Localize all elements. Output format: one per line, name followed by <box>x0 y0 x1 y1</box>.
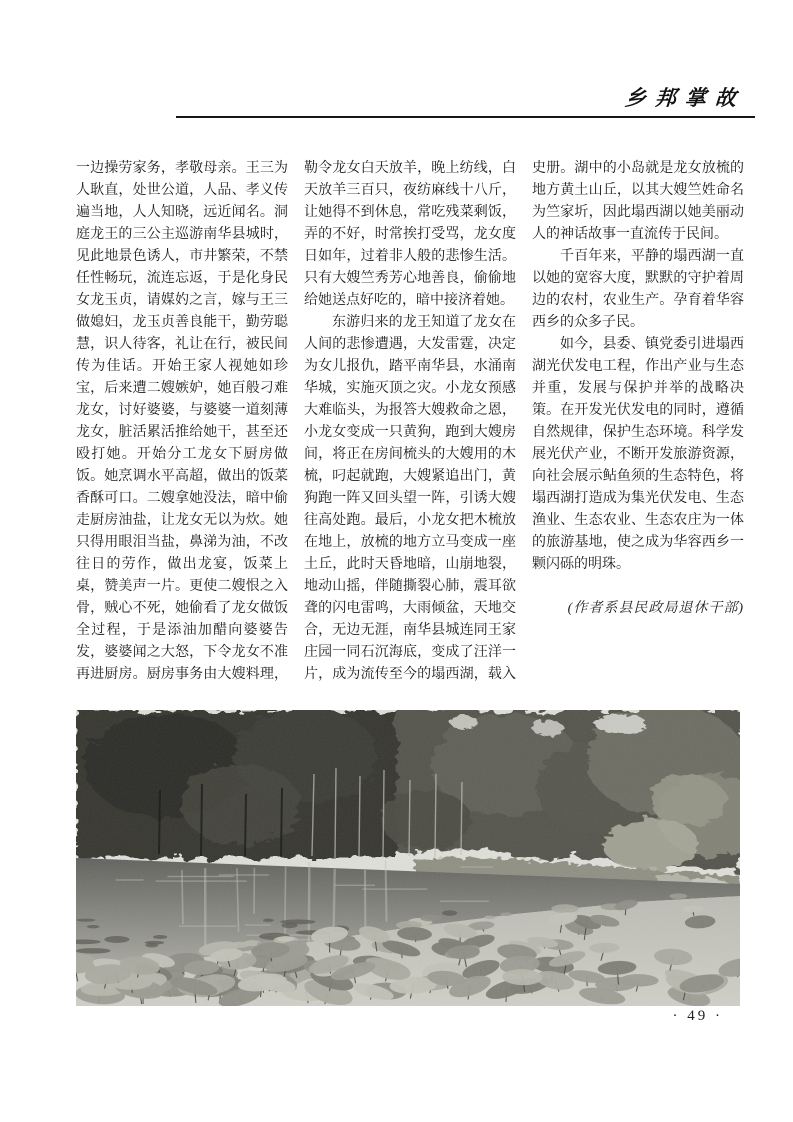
section-title: 乡邦掌故 <box>624 86 746 110</box>
article-body <box>76 158 744 706</box>
photo-grain <box>76 710 740 1006</box>
header-rule <box>176 116 755 118</box>
article-paragraph: 一边操劳家务，孝敬母亲。王三为人耿直，处世公道，人品、孝义传遍当地，人人知晓，远近闻名。洞庭龙王的三公主巡游南华县城时，见此地景色诱人，市井繁荣，不禁任性畅玩，流连忘返，于是化身民女龙玉贞，请媒妁之言，嫁与王三做媳妇，龙玉贞善良能干，勤劳聪慧，识人待客，礼让在行，被民间传为佳话。开始王家人视她如珍宝，后来遭二嫂嫉妒，她百般刁难龙女，讨好婆婆，与婆婆一道刻薄龙女，脏活累活推给她干，甚至还殴打她。开始分工龙女下厨房做饭。她烹调水平高超，做出的饭菜香酥可口。二嫂拿她没法，暗中偷走厨房油盐，让龙女无以为炊。她只得用眼泪当盐，鼻涕为油，不改往日的劳作，做出龙宴，饭菜上桌，赞美声一片。更使二嫂恨之入骨，贼心不死，她偷看了龙女做饭全过程，于是添油加醋向婆婆告发，婆婆闻之大怒，下令龙女不准再进厨房。厨房事务由大嫂料理，勒令龙女白天放羊，晚上纺线，白天放羊三百只，夜纺麻线十八斤，让她得不到休息，常吃残菜剩饭，弄的不好，时常挨打受骂，龙女度日如年，过着非人般的悲惨生活。只有大嫂竺秀芳心地善良，偷偷地给她送点好吃的，暗中接济着她。 <box>76 161 516 682</box>
author-attribution: (作者系县民政局退休干部) <box>567 601 744 616</box>
lake-photo-art <box>76 710 740 1006</box>
page-number: · 49 · <box>672 1008 723 1024</box>
article-paragraph: 如今，县委、镇党委引进塌西湖光伏发电工程，作出产业与生态并重，发展与保护并举的战略决策。在开发光伏发电的同时，遵循自然规律，保护生态环境。科学发展光伏产业，不断开发旅游资源，向社会展示鲇鱼须的生态特色，将塌西湖打造成为集光伏发电、生态渔业、生态农业、生态农庄为一体的旅游基地，使之成为华容西乡一颗闪砾的明珠。 <box>532 337 744 572</box>
article-paragraph: 东游归来的龙王知道了龙女在人间的悲惨遭遇，大发雷霆，决定为女儿报仇，踏平南华县，水涌南华城，实施灭顶之灾。小龙女预感大难临头，为报答大嫂救命之恩，小龙女变成一只黄狗，跑到大嫂房间，将正在房间梳头的大嫂用的木梳，叼起就跑，大嫂紧追出门，黄狗跑一阵又回头望一阵，引诱大嫂往高处跑。最后，小龙女把木梳放在地上，放梳的地方立马变成一座土丘，此时天昏地暗，山崩地裂，地动山摇，伴随撕裂心肺，震耳欲聋的闪电雷鸣，大雨倾盆，天地交合，无边无涯，南华县城连同王家庄园一同石沉海底，变成了汪洋一片，成为流传至今的塌西湖，载入史册。湖中的小岛就是龙女放梳的地方黄土山丘，以其大嫂竺姓命名为竺家圻，因此塌西湖以她美丽动人的神话故事一直流传于民间。 <box>304 161 744 682</box>
lake-photo <box>76 710 740 1006</box>
article-paragraph: 千百年来，平静的塌西湖一直以她的宽容大度，默默的守护着周边的农村，农业生产。孕育着华容西乡的众多子民。 <box>532 249 744 330</box>
